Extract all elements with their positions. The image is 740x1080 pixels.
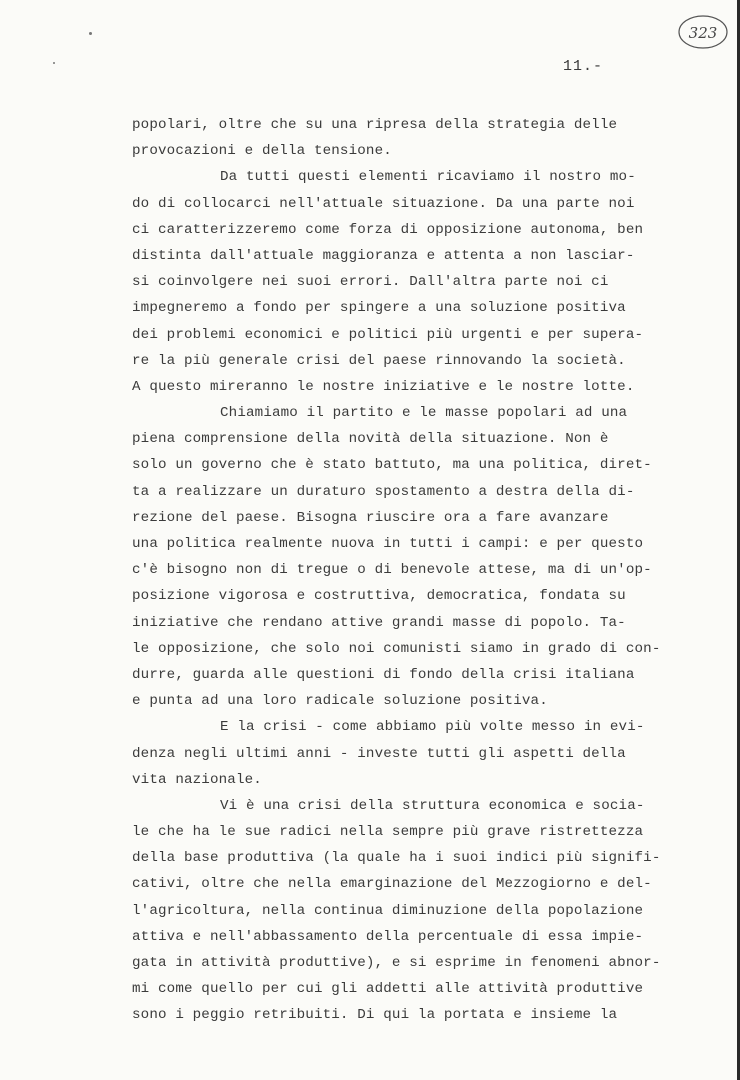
text-line: ta a realizzare un duraturo spostamento a destra della di- bbox=[132, 483, 635, 500]
text-line: della base produttiva (la quale ha i suoi indici più signifi- bbox=[132, 850, 661, 867]
body-text bbox=[132, 112, 692, 1029]
archive-stamp-circle bbox=[676, 12, 730, 52]
text-line: rezione del paese. Bisogna riuscire ora a fare avanzare bbox=[132, 509, 609, 526]
text-line: attiva e nell'abbassamento della percentuale di essa impie- bbox=[132, 928, 644, 945]
text-line: gata in attività produttive), e si esprime in fenomeni abnor- bbox=[132, 955, 661, 971]
text-line: si coinvolgere nei suoi errori. Dall'altra parte noi ci bbox=[132, 274, 609, 291]
text-line: e punta ad una loro radicale soluzione positiva. bbox=[132, 693, 548, 710]
text-line: iniziative che rendano attive grandi masse di popolo. Ta- bbox=[132, 614, 626, 631]
text-line: le che ha le sue radici nella sempre più grave ristrettezza bbox=[132, 824, 644, 841]
text-line: do di collocarci nell'attuale situazione. Da una parte noi bbox=[132, 195, 635, 212]
page-number: 11.- bbox=[563, 58, 604, 75]
text-line: ci caratterizzeremo come forza di opposizione autonoma, ben bbox=[132, 221, 644, 238]
text-line: Chiamiamo il partito e le masse popolari ad una bbox=[220, 405, 628, 422]
text-line: A questo mireranno le nostre iniziative e le nostre lotte. bbox=[132, 378, 635, 395]
text-line: una politica realmente nuova in tutti i campi: e per questo bbox=[132, 536, 644, 552]
text-line: solo un governo che è stato battuto, ma una politica, diret- bbox=[132, 457, 652, 474]
text-line: dei problemi economici e politici più urgenti e per supera- bbox=[132, 326, 644, 343]
text-line: mi come quello per cui gli addetti alle attività produttive bbox=[132, 981, 644, 998]
scan-speck bbox=[53, 62, 55, 64]
text-line: c'è bisogno non di tregue o di benevole attese, ma di un'op- bbox=[132, 562, 652, 579]
text-line: distinta dall'attuale maggioranza e attenta a non lasciar- bbox=[132, 247, 635, 264]
scan-speck bbox=[89, 32, 92, 35]
archive-stamp-number: 323 bbox=[688, 24, 718, 42]
text-line: provocazioni e della tensione. bbox=[132, 143, 392, 160]
text-line: denza negli ultimi anni - investe tutti gli aspetti della bbox=[132, 745, 626, 762]
text-line: durre, guarda alle questioni di fondo della crisi italiana bbox=[132, 666, 635, 683]
text-line: le opposizione, che solo noi comunisti siamo in grado di con- bbox=[132, 640, 661, 657]
text-line: impegneremo a fondo per spingere a una soluzione positiva bbox=[132, 300, 626, 317]
text-line: Vi è una crisi della struttura economica e socia- bbox=[220, 797, 645, 814]
text-line: popolari, oltre che su una ripresa della strategia delle bbox=[132, 117, 618, 133]
text-line: sono i peggio retribuiti. Di qui la portata e insieme la bbox=[132, 1007, 618, 1024]
text-line: E la crisi - come abbiamo più volte messo in evi- bbox=[220, 719, 645, 736]
text-line: posizione vigorosa e costruttiva, democratica, fondata su bbox=[132, 588, 626, 605]
text-line: re la più generale crisi del paese rinnovando la società. bbox=[132, 352, 626, 369]
text-line: vita nazionale. bbox=[132, 771, 262, 788]
text-line: cativi, oltre che nella emarginazione del Mezzogiorno e del- bbox=[132, 876, 652, 893]
text-line: Da tutti questi elementi ricaviamo il nostro mo- bbox=[220, 169, 636, 186]
archive-stamp bbox=[676, 12, 730, 52]
text-line: l'agricoltura, nella continua diminuzione della popolazione bbox=[132, 902, 644, 919]
text-line: piena comprensione della novità della situazione. Non è bbox=[132, 431, 609, 448]
